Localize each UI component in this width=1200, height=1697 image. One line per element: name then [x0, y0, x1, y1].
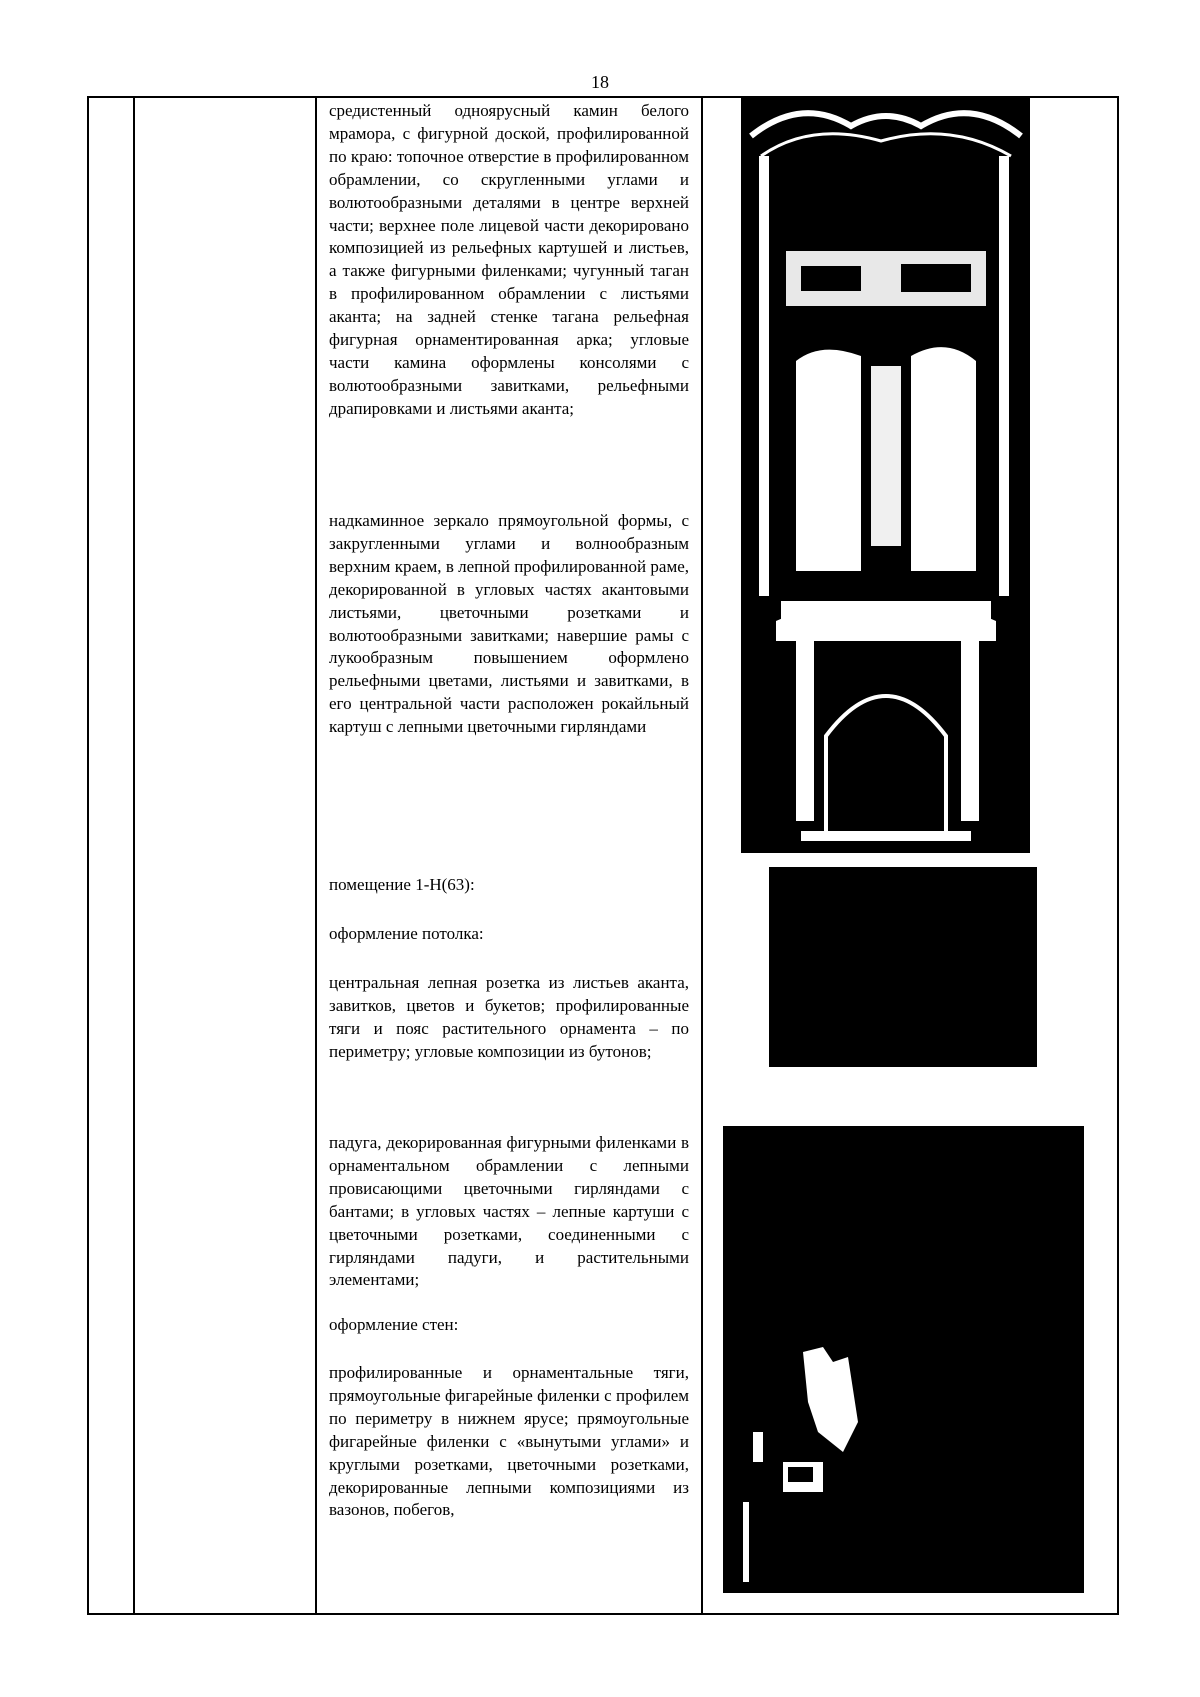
column-divider: [701, 98, 703, 1613]
walls-description: профилированные и орнаментальные тяги, прямоугольные фигарейные филенки с профилем по периметру в нижнем ярусе; прямоугольные фигарейные филенки с «вынутыми углами» и круглыми розетками, цветочными розетками, декорированные лепными композициями из вазонов, побегов,: [329, 1363, 689, 1520]
ceiling-rosette-description: центральная лепная розетка из листьев аканта, завитков, цветов и букетов; профилированные тяги и пояс растительного орнамента – по периметру; угловые композиции из бутонов;: [329, 973, 689, 1061]
fireplace-photo: [741, 96, 1030, 853]
column-divider: [315, 98, 317, 1613]
page-number: 18: [591, 72, 609, 92]
room-heading: помещение 1-Н(63):: [329, 875, 475, 894]
room-photo: [723, 1122, 1084, 1593]
cove-description: падуга, декорированная фигурными филенками в орнаментальном обрамлении с лепными провисающими цветочными гирляндами с бантами; в угловых частях – лепные картуши с цветочными розетками, соединенными с гирляндами падуги, и растительными элементами;: [329, 1133, 689, 1290]
walls-heading: оформление стен:: [329, 1315, 459, 1334]
column-divider: [133, 98, 135, 1613]
description-column: [329, 98, 689, 1613]
fireplace-description: средистенный одноярусный камин белого мрамора, с фигурной доской, профилированной по краю: топочное отверстие в профилированном обрамлении, со скругленными углами и волютообразными деталями в центре верхней части; верхнее поле лицевой части декорировано композицией из рельефных картушей и листьев, а также фигурными филенками; чугунный таган в профилированном обрамлении с листьями аканта; на задней стенке тагана рельефная фигурная орнаментированная арка; угловые части камина оформлены консолями с волютообразными завитками, рельефными драпировками и листьями аканта;: [329, 101, 689, 418]
ceiling-photo: [769, 867, 1037, 1067]
mirror-description: надкаминное зеркало прямоугольной формы, с закругленными углами и волнообразным верхним краем, в лепной профилированной раме, декорированной в угловых частях акантовыми листьями, цветочными розетками и волютообразными завитками; навершие рамы с лукообразным повышением оформлено рельефными цветами, листьями и завитками, в его центральной части расположен рокайльный картуш с лепными цветочными гирляндами: [329, 511, 689, 737]
ceiling-heading: оформление потолка:: [329, 924, 484, 943]
